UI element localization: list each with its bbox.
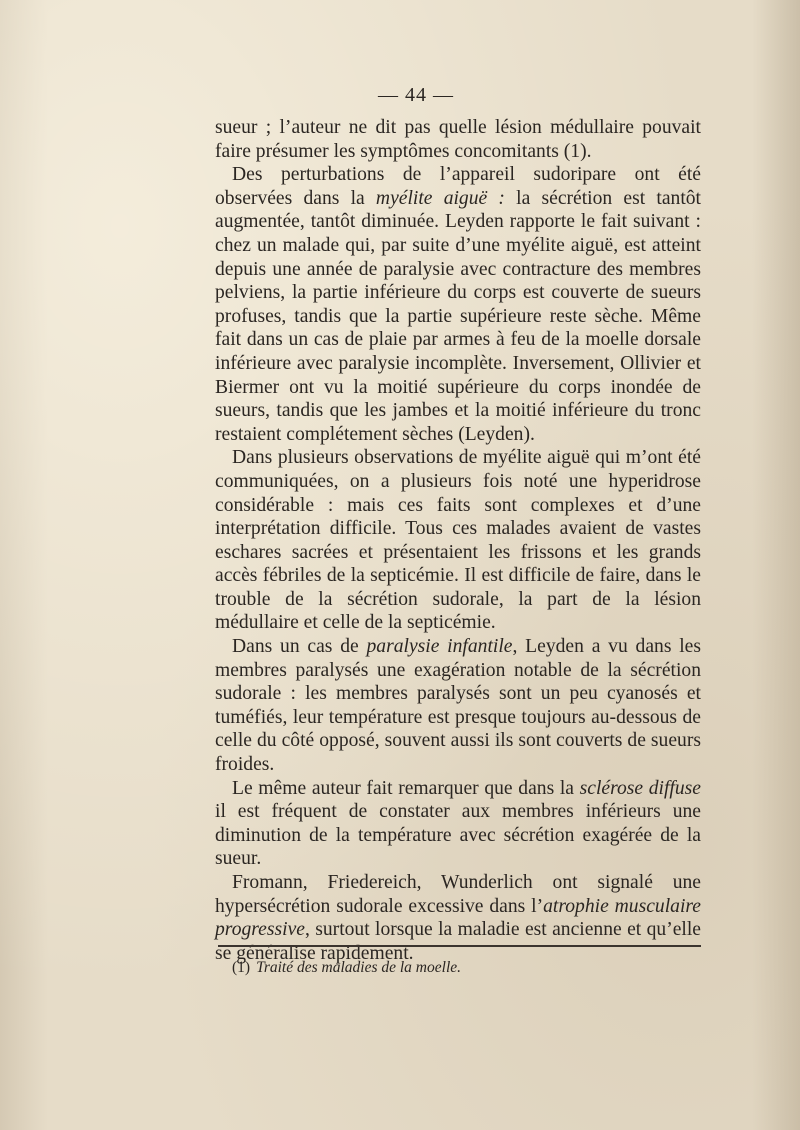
paragraph-text: Dans un cas de bbox=[232, 636, 367, 658]
paragraph-myelite bbox=[215, 163, 701, 446]
footnote-title: Traité des maladies de la moelle. bbox=[256, 959, 461, 976]
paragraph-continuation bbox=[215, 116, 701, 163]
italic-term: myélite aiguë : bbox=[375, 187, 505, 209]
italic-term: paralysie infantile bbox=[366, 636, 513, 658]
paragraph-atrophie bbox=[215, 871, 701, 965]
italic-term: sclérose diffuse bbox=[579, 777, 701, 799]
paragraph-paralysie bbox=[215, 635, 701, 777]
footnote-marker: (1) bbox=[232, 959, 251, 976]
body-text bbox=[215, 116, 701, 965]
paragraph-text: la sécrétion est tantôt augmentée, tantôt diminuée. Leyden rapporte le fait suivant : chez un malade qui, par suite d’une myélite aiguë, est atteint depuis une année de paralysie avec contracture des membres pelviens, la partie inférieure du corps est couverte de sueurs profuses, tandis que la partie supérieure reste sèche. Même fait dans un cas de plaie par armes à feu de la moelle dorsale inférieure avec paralysie incomplète. Inversement, Ollivier et Biermer ont vu la moitié supérieure du corps inondée de sueurs, tandis que les jambes et la moitié inférieure du tronc restaient complétement sèches (Leyden). bbox=[215, 187, 701, 445]
footnote-rule bbox=[218, 945, 701, 947]
paragraph-sclerose bbox=[215, 777, 701, 871]
paragraph-text: , surtout lorsque la maladie est ancienne et qu’elle se généralise rapidement. bbox=[215, 919, 701, 964]
paragraph-text: Dans plusieurs observations de myélite aiguë qui m’ont été communiquées, on a plusieurs fois noté une hyperidrose considérable : mais ces faits sont complexes et d’une interprétation difficile. Tous ces malades avaient de vastes eschares sacrées et présentaient les frissons et les grands accès fébriles de la septicémie. Il est difficile de faire, dans le trouble de la sécrétion sudorale, la part de la lésion médullaire et celle de la septicémie. bbox=[215, 447, 701, 634]
italic-term: atrophie musculaire progressive bbox=[215, 895, 701, 941]
paragraph-text: , Leyden a vu dans les membres paralysés une exagération notable de la sécrétion sudorale : les membres paralysés sont un peu cyanosés et tuméfiés, leur température est presque toujours au-dessous de celle du côté opposé, souvent aussi ils sont couverts de sueurs froides. bbox=[215, 636, 701, 776]
paragraph-text: Fromann, Friedereich, Wunderlich ont signalé une hypersécrétion sudorale excessive dans l’ bbox=[215, 872, 701, 917]
paragraph-text: Le même auteur fait remarquer que dans la bbox=[232, 777, 580, 799]
paragraph-text: sueur ; l’auteur ne dit pas quelle lésion médullaire pouvait faire présumer les symptômes concomitants (1). bbox=[215, 117, 701, 162]
footnote bbox=[232, 958, 461, 978]
paragraph-text: Des perturbations de l’appareil sudoripare ont été observées dans la bbox=[215, 164, 701, 209]
page-number: — 44 — bbox=[378, 84, 454, 106]
paragraph-observations bbox=[215, 446, 701, 635]
paragraph-text: il est fréquent de constater aux membres inférieurs une diminution de la température avec sécrétion exagérée de la sueur. bbox=[215, 801, 701, 870]
